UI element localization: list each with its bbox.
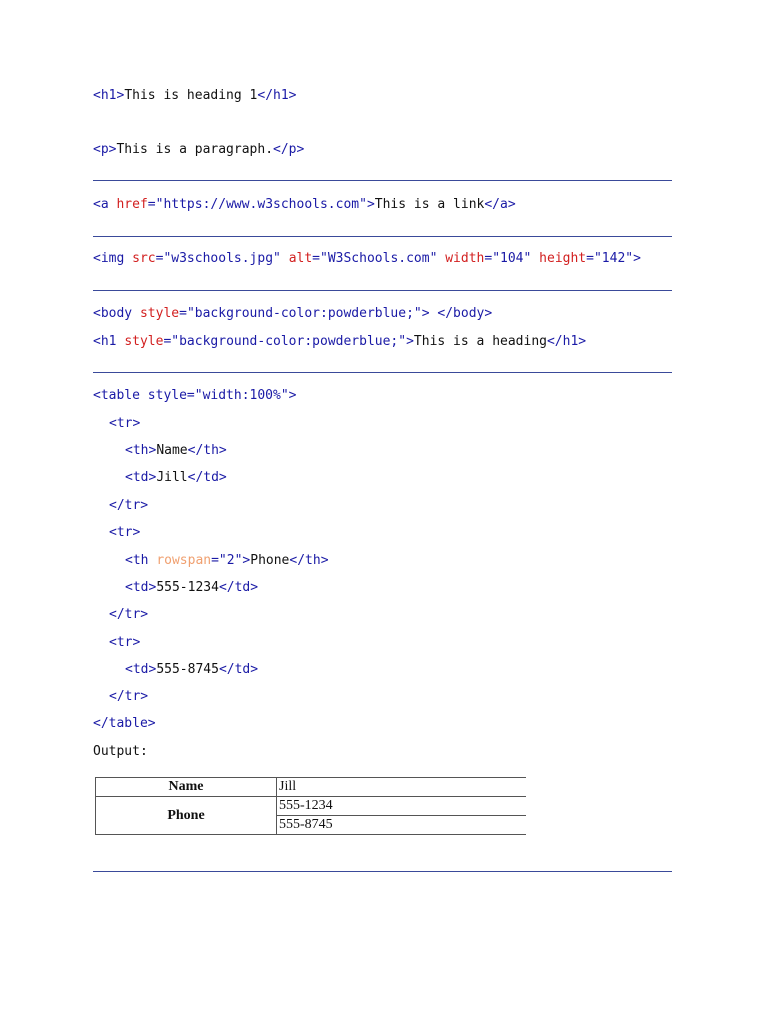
value: "104" — [492, 251, 532, 266]
attribute: rowspan — [156, 553, 212, 568]
tag: </h1> — [257, 88, 297, 103]
table-cell: 555-1234 — [277, 797, 527, 816]
table-row — [96, 797, 527, 816]
value: "background-color:powderblue;" — [171, 334, 407, 349]
tag: <h1> — [93, 88, 125, 103]
value: "w3schools.jpg" — [163, 251, 281, 266]
table-header-phone: Phone — [96, 797, 277, 835]
code-line-p — [93, 142, 304, 158]
tag: </th> — [289, 553, 329, 568]
text: Jill — [156, 470, 188, 485]
value: ="2"> — [211, 553, 251, 568]
text: This is a heading — [413, 334, 547, 349]
table-cell: Jill — [277, 778, 527, 797]
tag: <body — [93, 306, 133, 321]
code-line-h1-style: <h1 style="background-color:powderblue;">This is a heading</h1> — [93, 334, 587, 349]
tag: > — [366, 197, 375, 212]
text: 555-8745 — [156, 662, 219, 677]
code-line-tr: <tr> — [109, 416, 141, 431]
tag: <th> — [125, 443, 157, 458]
tag: <h1 — [93, 334, 117, 349]
divider — [93, 372, 672, 373]
code-line-h1 — [93, 88, 297, 104]
tag: </td> — [187, 470, 227, 485]
tag: <th — [125, 553, 157, 568]
tag: </h1> — [546, 334, 587, 349]
divider — [93, 290, 672, 291]
value: "142" — [593, 251, 634, 266]
tag: > — [633, 251, 641, 266]
tag: <td> — [125, 580, 157, 595]
text: Phone — [250, 553, 290, 568]
tag: <td> — [125, 662, 157, 677]
text: This is a paragraph. — [116, 142, 274, 157]
divider — [93, 180, 672, 181]
divider — [93, 871, 672, 872]
code-line-body: <body style="background-color:powderblue;"> </body> — [93, 306, 493, 321]
output-label: Output: — [93, 744, 148, 759]
code-line-tr-close: </tr> — [109, 498, 149, 513]
value: "background-color:powderblue;" — [186, 306, 422, 321]
tag: </th> — [187, 443, 227, 458]
tag: </td> — [218, 580, 259, 595]
code-line-th-name — [125, 443, 227, 459]
text: This is a link — [374, 197, 485, 212]
output-table — [95, 777, 526, 835]
table-header-name: Name — [96, 778, 277, 797]
text: 555-1234 — [156, 580, 219, 595]
code-line-table-open: <table style="width:100%"> — [93, 388, 297, 403]
code-line-td-1 — [125, 580, 258, 596]
code-line-td-2 — [125, 662, 258, 678]
code-line-td-jill — [125, 470, 227, 486]
attribute: height — [539, 251, 587, 266]
attribute: alt — [288, 251, 313, 266]
tag: <td> — [125, 470, 157, 485]
table-cell: 555-8745 — [277, 816, 527, 835]
code-line-img: <img src="w3schools.jpg" alt="W3Schools.com" width="104" height="142"> — [93, 251, 641, 266]
table-row — [96, 778, 527, 797]
attribute: style — [124, 334, 164, 349]
equals: = — [147, 197, 156, 212]
value: "W3Schools.com" — [320, 251, 438, 266]
code-line-tr-close: </tr> — [109, 689, 149, 704]
tag: </p> — [273, 142, 305, 157]
tag: <p> — [93, 142, 117, 157]
text: Name — [156, 443, 188, 458]
tag: <a — [93, 197, 109, 212]
code-line-tr: <tr> — [109, 525, 141, 540]
code-line-tr-close: </tr> — [109, 607, 149, 622]
attribute: href — [116, 197, 148, 212]
tag: </td> — [218, 662, 259, 677]
tag: > — [406, 334, 414, 349]
attribute: width — [445, 251, 485, 266]
text: This is heading 1 — [124, 88, 258, 103]
tag: <img — [93, 251, 125, 266]
code-line-table-close: </table> — [93, 716, 156, 731]
attribute: src — [132, 251, 156, 266]
tag: </a> — [484, 197, 516, 212]
tag: > </body> — [421, 306, 493, 321]
attribute: style — [139, 306, 180, 321]
code-line-tr: <tr> — [109, 635, 141, 650]
code-line-th-phone — [125, 553, 329, 569]
value: "https://www.w3schools.com" — [155, 197, 367, 212]
code-line-a — [93, 197, 516, 213]
divider — [93, 236, 672, 237]
